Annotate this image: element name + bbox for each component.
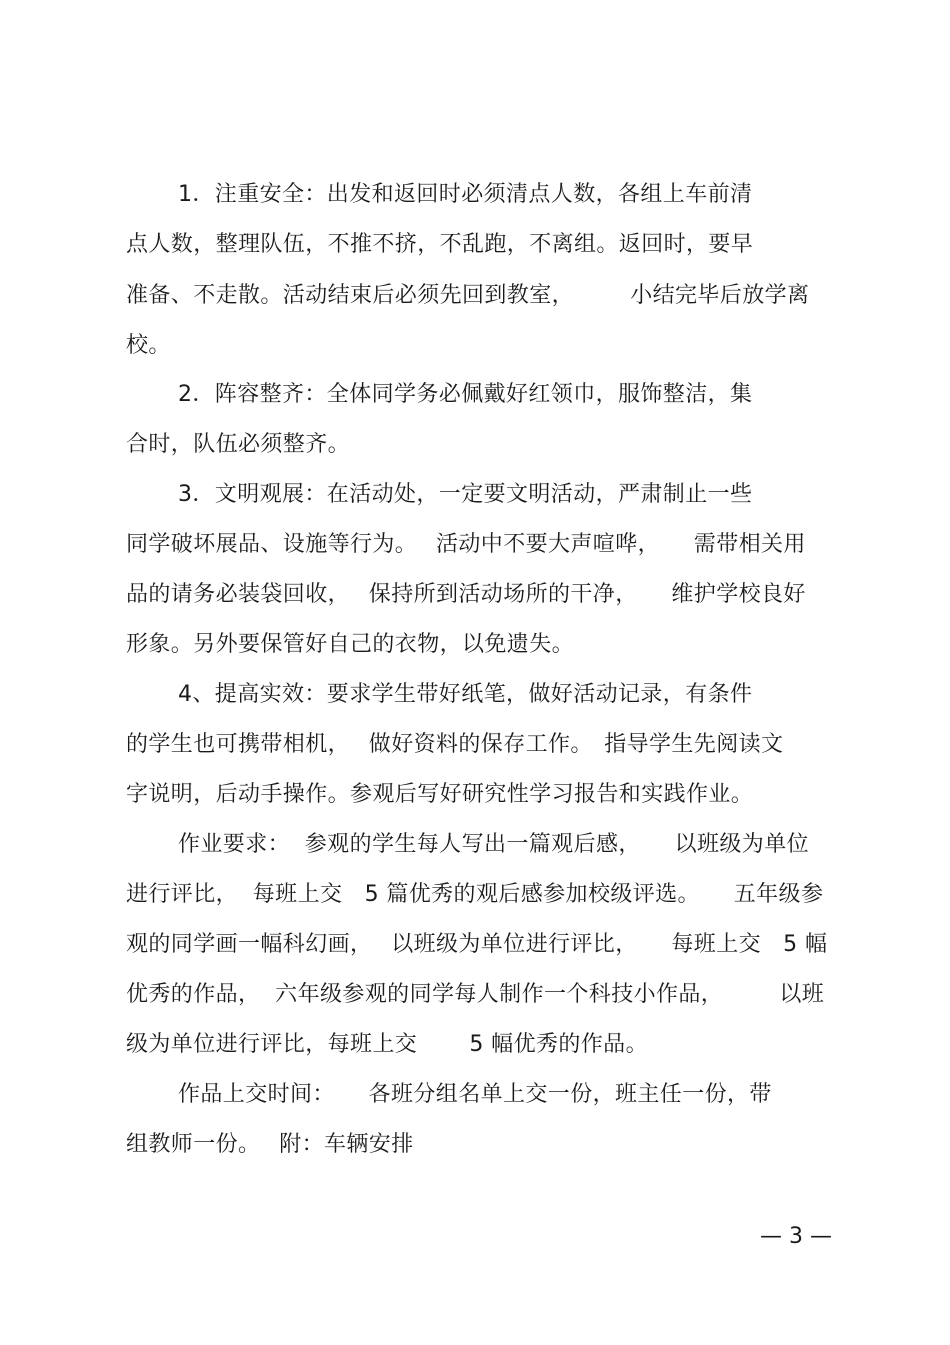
paragraph-5-line-4: 优秀的作品， 六年级参观的同学每人制作一个科技小作品， 以班 <box>126 982 825 1007</box>
paragraph-2-line-1: 2．阵容整齐：全体同学务必佩戴好红领巾，服饰整洁，集 <box>178 382 753 407</box>
paragraph-1-line-3: 准备、不走散。活动结束后必须先回到教室， 小结完毕后放学离 <box>126 283 810 308</box>
paragraph-6-line-1: 作品上交时间： 各班分组名单上交一份，班主任一份，带 <box>178 1082 772 1107</box>
page-number: — 3 — <box>760 1224 832 1249</box>
paragraph-5-line-5: 级为单位进行评比，每班上交 5 幅优秀的作品。 <box>126 1032 648 1057</box>
paragraph-5-line-1: 作业要求： 参观的学生每人写出一篇观后感， 以班级为单位 <box>178 832 809 857</box>
paragraph-3-line-2: 同学破坏展品、设施等行为。 活动中不要大声喧哗， 需带相关用 <box>126 532 806 557</box>
paragraph-2-line-2: 合时，队伍必须整齐。 <box>126 432 351 457</box>
paragraph-1-line-4: 校。 <box>126 333 171 358</box>
paragraph-3-line-3: 品的请务必装袋回收， 保持所到活动场所的干净， 维护学校良好 <box>126 582 806 607</box>
paragraph-1-line-2: 点人数，整理队伍，不推不挤，不乱跑，不离组。返回时，要早 <box>126 232 754 257</box>
paragraph-4-line-3: 字说明，后动手操作。参观后写好研究性学习报告和实践作业。 <box>126 782 754 807</box>
paragraph-4-line-1: 4、提高实效：要求学生带好纸笔，做好活动记录，有条件 <box>178 682 753 707</box>
paragraph-6-line-2: 组教师一份。 附：车辆安排 <box>126 1132 414 1157</box>
paragraph-5-line-3: 观的同学画一幅科幻画， 以班级为单位进行评比， 每班上交 5 幅 <box>126 932 828 957</box>
paragraph-5-line-2: 进行评比， 每班上交 5 篇优秀的观后感参加校级评选。 五年级参 <box>126 882 824 907</box>
paragraph-1-line-1: 1．注重安全：出发和返回时必须清点人数，各组上车前清 <box>178 182 753 207</box>
paragraph-3-line-4: 形象。另外要保管好自己的衣物，以免遗失。 <box>126 632 575 657</box>
paragraph-4-line-2: 的学生也可携带相机， 做好资料的保存工作。 指导学生先阅读文 <box>126 732 784 757</box>
paragraph-3-line-1: 3．文明观展：在活动处，一定要文明活动，严肃制止一些 <box>178 482 753 507</box>
